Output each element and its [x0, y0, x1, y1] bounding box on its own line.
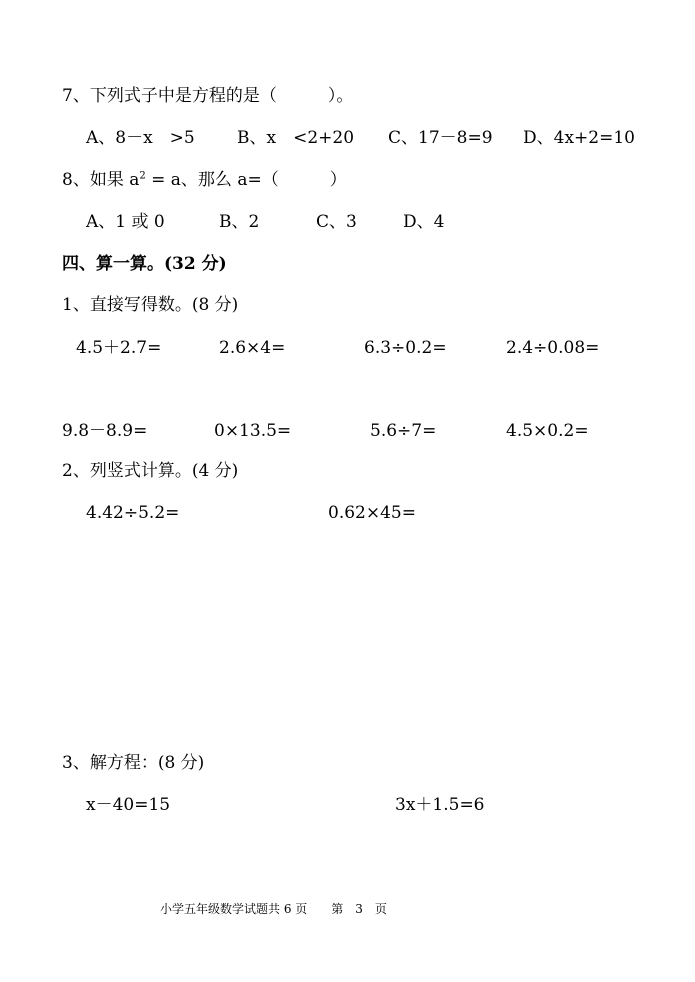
part-3-title: 3、解方程：(8 分) — [62, 753, 205, 773]
question-8-stem — [62, 172, 347, 189]
vertical-calc-2: 0.62×45= — [328, 503, 416, 523]
q8-stem-before: 8、如果 a — [62, 170, 140, 190]
part-1-title: 1、直接写得数。(8 分) — [62, 295, 239, 315]
q8-exponent: 2 — [139, 170, 146, 182]
mental-calc-8: 4.5×0.2= — [506, 421, 589, 441]
mental-calc-3: 6.3÷0.2= — [364, 338, 447, 358]
q8-option-b: B、2 — [219, 212, 260, 232]
mental-calc-7: 5.6÷7= — [370, 421, 437, 441]
q8-option-c: C、3 — [316, 212, 357, 232]
mental-calc-4: 2.4÷0.08= — [506, 338, 600, 358]
q8-stem-after: = a、那么 a=（ ） — [145, 170, 347, 190]
question-7-stem: 7、下列式子中是方程的是（ ）。 — [62, 86, 354, 106]
mental-calc-6: 0×13.5= — [214, 421, 292, 441]
page-footer: 小学五年级数学试题共 6 页 第 3 页 — [160, 902, 387, 916]
mental-calc-2: 2.6×4= — [219, 338, 286, 358]
equation-1: x－40=15 — [86, 795, 171, 815]
q8-option-d: D、4 — [403, 212, 445, 232]
mental-calc-1: 4.5＋2.7= — [76, 338, 162, 358]
mental-calc-5: 9.8－8.9= — [62, 421, 148, 441]
q8-option-a: A、1 或 0 — [86, 212, 165, 232]
section-4-title: 四、算一算。(32 分) — [62, 254, 227, 274]
q7-option-c: C、17－8=9 — [388, 128, 493, 148]
vertical-calc-1: 4.42÷5.2= — [86, 503, 180, 523]
part-2-title: 2、列竖式计算。(4 分) — [62, 461, 239, 481]
q7-option-a: A、8－x >5 — [86, 128, 195, 148]
equation-2: 3x＋1.5=6 — [395, 795, 485, 815]
q7-option-d: D、4x+2=10 — [523, 128, 635, 148]
q7-option-b: B、x <2+20 — [237, 128, 355, 148]
